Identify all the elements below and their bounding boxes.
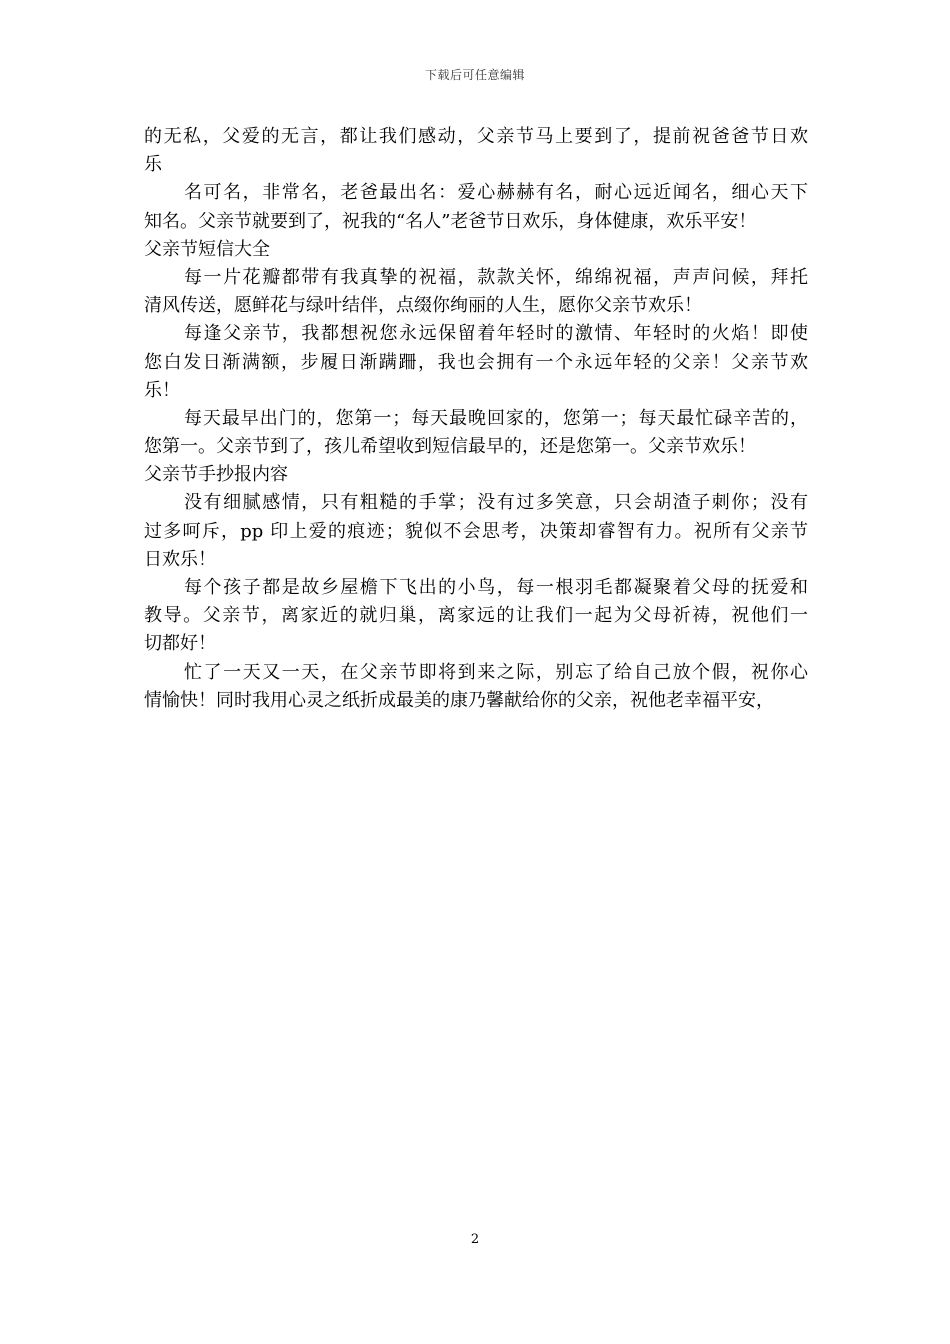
paragraph-line: 每一片花瓣都带有我真挚的祝福，款款关怀，绵绵祝福，声声问候，拜托 <box>184 266 808 288</box>
paragraph-line: 父亲节短信大全 <box>144 238 270 260</box>
paragraph <box>144 574 808 659</box>
paragraph-line: 过多呵斥，pp 印上爱的痕迹；貌似不会思考，决策却睿智有力。祝所有父亲节 <box>144 520 808 542</box>
paragraph-line: 教导。父亲节，离家近的就归巢，离家远的让我们一起为父母祈祷，祝他们一 <box>144 605 808 627</box>
paragraph-line: 切都好！ <box>144 633 216 655</box>
paragraph-line: 的无私，父爱的无言，都让我们感动，父亲节马上要到了，提前祝爸爸节日欢 <box>144 126 808 147</box>
paragraph <box>144 123 808 179</box>
paragraph-line: 没有细腻感情，只有粗糙的手掌；没有过多笑意，只会胡渣子刺你；没有 <box>184 492 808 514</box>
paragraph-line: 您白发日渐满额，步履日渐蹒跚，我也会拥有一个永远年轻的父亲！父亲节欢 <box>144 351 808 373</box>
paragraph-line: 每个孩子都是故乡屋檐下飞出的小鸟，每一根羽毛都凝聚着父母的抚爱和 <box>184 577 808 598</box>
paragraph <box>144 236 808 264</box>
paragraph <box>144 461 808 489</box>
paragraph <box>144 320 808 405</box>
paragraph-line: 您第一。父亲节到了，孩儿希望收到短信最早的，还是您第一。父亲节欢乐！ <box>144 436 756 458</box>
document-body <box>144 123 808 715</box>
paragraph-line: 每逢父亲节，我都想祝您永远保留着年轻时的激情、年轻时的火焰！即使 <box>184 323 808 345</box>
paragraph-line: 乐！ <box>144 379 180 401</box>
paragraph-line: 名可名，非常名，老爸最出名：爱心赫赫有名，耐心远近闻名，细心天下 <box>184 182 808 204</box>
paragraph <box>144 405 808 461</box>
page-number: 2 <box>470 1232 480 1247</box>
paragraph-line: 乐 <box>144 154 162 176</box>
paragraph <box>144 659 808 715</box>
paragraph-line: 日欢乐！ <box>144 548 216 570</box>
paragraph-line: 知名。父亲节就要到了，祝我的“名人”老爸节日欢乐，身体健康，欢乐平安！ <box>144 210 757 232</box>
paragraph <box>144 264 808 320</box>
paragraph-line: 忙了一天又一天，在父亲节即将到来之际，别忘了给自己放个假，祝你心 <box>184 661 808 683</box>
paragraph <box>144 489 808 574</box>
paragraph-line: 父亲节手抄报内容 <box>144 464 288 486</box>
paragraph <box>144 179 808 235</box>
paragraph-line: 情愉快！同时我用心灵之纸折成最美的康乃馨献给你的父亲，祝他老幸福平安， <box>144 689 774 711</box>
paragraph-line: 每天最早出门的，您第一；每天最晚回家的，您第一；每天最忙碌辛苦的， <box>184 407 808 429</box>
page-header: 下载后可任意编辑 <box>424 68 525 82</box>
paragraph-line: 清风传送，愿鲜花与绿叶结伴，点缀你绚丽的人生，愿你父亲节欢乐！ <box>144 295 702 317</box>
